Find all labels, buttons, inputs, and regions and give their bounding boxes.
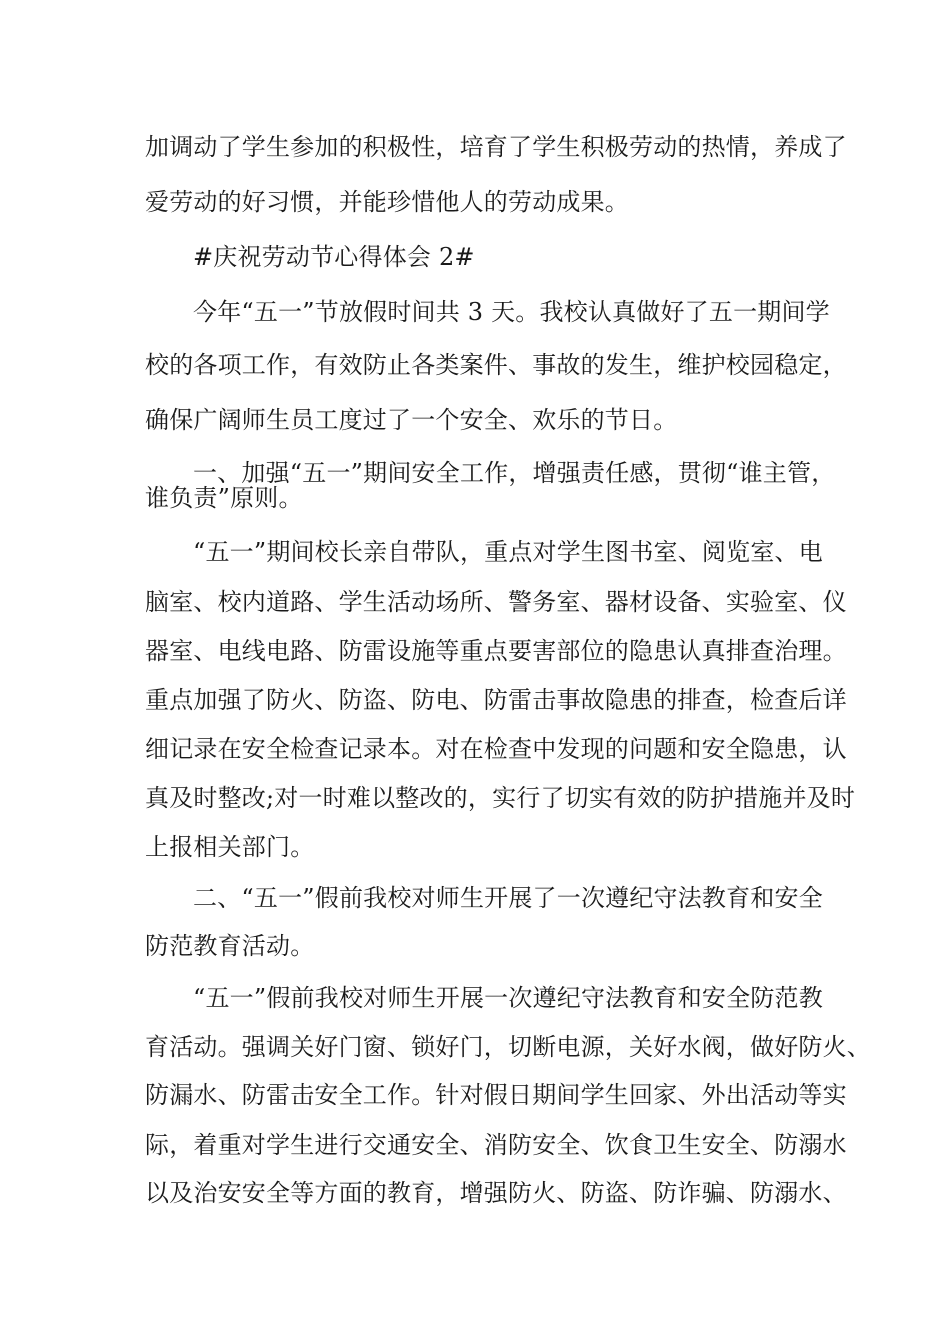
subheading-line: 二、“五一”假前我校对师生开展了一次遵纪守法教育和安全 [193, 884, 823, 912]
body-line: 上报相关部门。 [145, 833, 315, 861]
section-heading: #庆祝劳动节心得体会 2# [193, 243, 475, 271]
body-line: 际，着重对学生进行交通安全、消防安全、饮食卫生安全、防溺水 [145, 1131, 847, 1159]
body-line: 细记录在安全检查记录本。对在检查中发现的问题和安全隐患，认 [145, 735, 847, 763]
body-line: 加调动了学生参加的积极性，培育了学生积极劳动的热情，养成了 [145, 133, 847, 161]
body-line: 防漏水、防雷击安全工作。针对假日期间学生回家、外出活动等实 [145, 1081, 847, 1109]
body-line: 以及治安安全等方面的教育，增强防火、防盗、防诈骗、防溺水、 [145, 1179, 847, 1207]
body-line: 育活动。强调关好门窗、锁好门，切断电源，关好水阀，做好防火、 [145, 1033, 871, 1061]
body-line: 重点加强了防火、防盗、防电、防雷击事故隐患的排查，检查后详 [145, 686, 847, 714]
body-line: 校的各项工作，有效防止各类案件、事故的发生，维护校园稳定， [145, 351, 847, 379]
body-line: 爱劳动的好习惯，并能珍惜他人的劳动成果。 [145, 188, 629, 216]
body-line: 器室、电线电路、防雷设施等重点要害部位的隐患认真排查治理。 [145, 637, 847, 665]
subheading-line: 防范教育活动。 [145, 932, 315, 960]
subheading-line: 一、加强“五一”期间安全工作，增强责任感，贯彻“谁主管， [193, 459, 836, 487]
body-line: “五一”期间校长亲自带队，重点对学生图书室、阅览室、电 [193, 538, 823, 566]
body-line: 脑室、校内道路、学生活动场所、警务室、器材设备、实验室、仪 [145, 588, 847, 616]
body-line: 确保广阔师生员工度过了一个安全、欢乐的节日。 [145, 406, 678, 434]
body-line: 真及时整改;对一时难以整改的，实行了切实有效的防护措施并及时 [145, 784, 856, 812]
body-line: “五一”假前我校对师生开展一次遵纪守法教育和安全防范教 [193, 984, 823, 1012]
body-line: 今年“五一”节放假时间共 3 天。我校认真做好了五一期间学 [193, 298, 830, 326]
subheading-line: 谁负责”原则。 [145, 484, 303, 512]
